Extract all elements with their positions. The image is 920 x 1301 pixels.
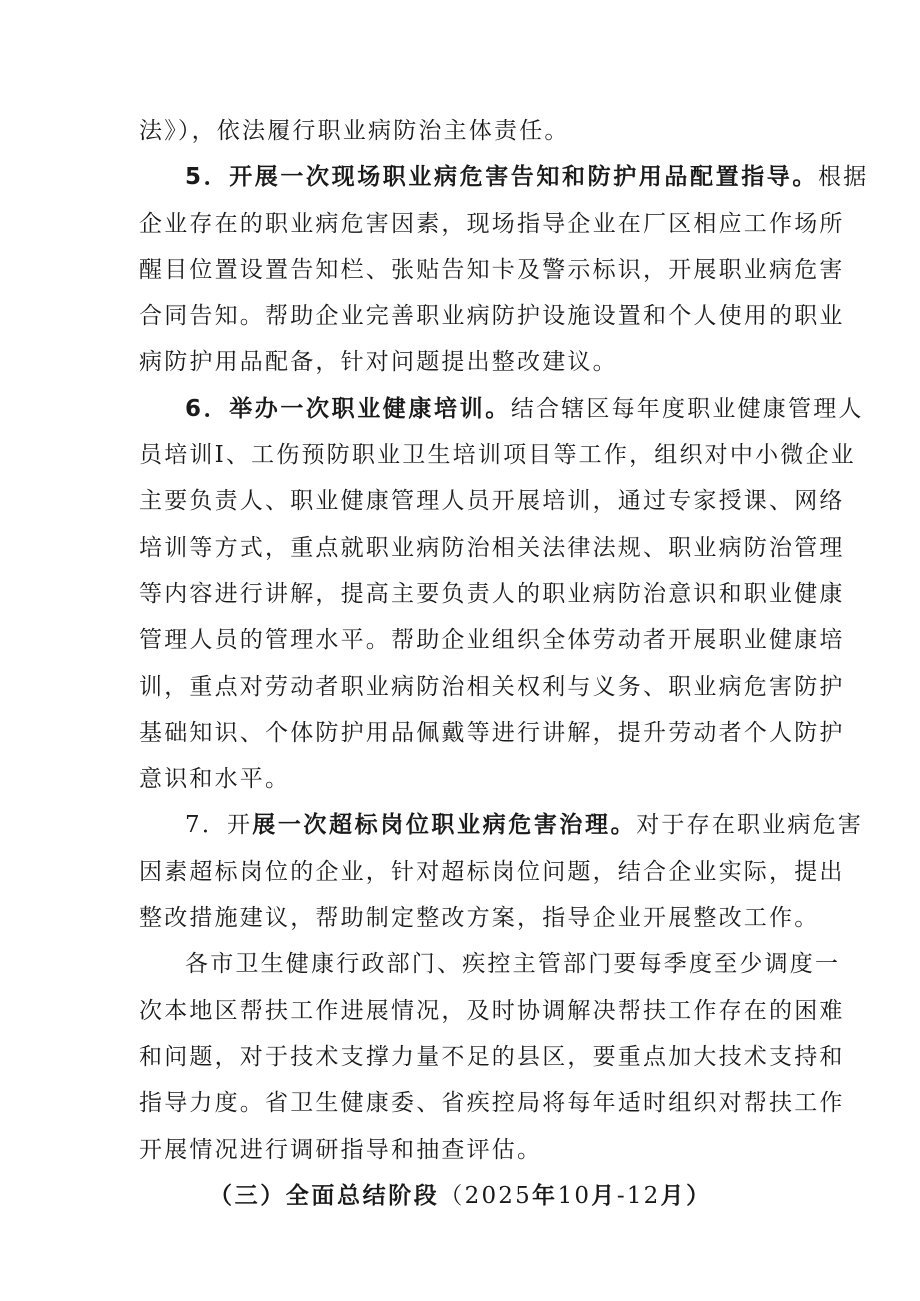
bold-text: 5．开展一次现场职业病危害告知和防护用品配置指导。 [185, 164, 819, 191]
text-line [139, 293, 845, 339]
text-run: 对于存在职业病危害 [636, 812, 864, 839]
text-line [139, 1080, 845, 1126]
text-run: 各市卫生健康行政部门、疾控主管部门要每季度至少调度一 [185, 951, 841, 978]
text-line [139, 571, 845, 617]
text-line [139, 1034, 845, 1080]
text-run: （2025 [439, 1182, 532, 1209]
text-run: 因素超标岗位的企业，针对超标岗位问题，结合企业实际，提出 [139, 858, 845, 885]
text-run: 训，重点对劳动者职业病防治相关权利与义务、职业病危害防护 [139, 673, 845, 700]
section-heading [139, 1173, 791, 1219]
text-run: 合同告知。帮助企业完善职业病防护设施设置和个人使用的职业 [139, 303, 845, 330]
text-run: 意识和水平。 [139, 766, 291, 793]
document-body [139, 108, 869, 1219]
bold-text: 展一次超标岗位职业病危害治理。 [252, 812, 637, 839]
text-run: 病防护用品配备，针对问题提出整改建议。 [139, 349, 618, 376]
text-run: 根据 [818, 164, 869, 191]
text-line [139, 108, 791, 154]
text-run: 10 [557, 1182, 592, 1209]
text-line [139, 525, 845, 571]
text-line [139, 201, 845, 247]
text-run: -12 [616, 1182, 661, 1209]
text-run: 等内容进行讲解，提高主要负责人的职业病防治意识和职业健康 [139, 580, 845, 607]
text-line [139, 802, 864, 848]
bold-text: 月） [660, 1182, 712, 1209]
text-run: 7．开 [185, 812, 253, 839]
text-run: 醒目位置设置告知栏、张贴告知卡及警示标识，开展职业病危害 [139, 256, 845, 283]
text-run: 管理人员的管理水平。帮助企业组织全体劳动者开展职业健康培 [139, 627, 845, 654]
text-line [139, 988, 845, 1034]
text-run: 法》），依法履行职业病防治主体责任。 [139, 118, 570, 144]
text-line [139, 339, 791, 385]
text-line [139, 247, 845, 293]
text-line [139, 386, 864, 432]
bold-text: 月 [591, 1182, 617, 1209]
bold-text: 6．举办一次职业健康培训。 [185, 395, 511, 422]
text-run: 培训等方式，重点就职业病防治相关法律法规、职业病防治管理 [139, 534, 845, 561]
text-run: 次本地区帮扶工作进展情况，及时协调解决帮扶工作存在的困难 [139, 997, 845, 1024]
text-run: 整改措施建议，帮助制定整改方案，指导企业开展整改工作。 [139, 905, 820, 932]
text-line [139, 895, 820, 941]
bold-text: 年 [531, 1182, 558, 1209]
text-line [139, 432, 856, 478]
text-line [139, 756, 791, 802]
text-line [139, 154, 869, 200]
text-line [139, 617, 845, 663]
text-line [139, 849, 845, 895]
text-run: 指导力度。省卫生健康委、省疾控局将每年适时组织对帮扶工作 [139, 1090, 845, 1117]
text-run: 和问题，对于技术支撑力量不足的县区，要重点加大技术支持和 [139, 1043, 845, 1070]
bold-text: （三）全面总结阶段 [209, 1182, 440, 1209]
text-line [139, 941, 841, 987]
text-line [139, 1127, 791, 1173]
text-run: 结合辖区每年度职业健康管理人 [510, 395, 864, 422]
text-line [139, 478, 845, 524]
text-run: 企业存在的职业病危害因素，现场指导企业在厂区相应工作场所 [139, 210, 845, 237]
text-run: 主要负责人、职业健康管理人员开展培训，通过专家授课、网络 [139, 488, 845, 515]
text-run: 员培训I、工伤预防职业卫生培训项目等工作，组织对中小微企业 [139, 442, 856, 469]
text-line [139, 710, 845, 756]
text-run: 基础知识、个体防护用品佩戴等进行讲解，提升劳动者个人防护 [139, 719, 845, 746]
text-run: 开展情况进行调研指导和抽查评估。 [139, 1136, 543, 1163]
text-line [139, 664, 845, 710]
